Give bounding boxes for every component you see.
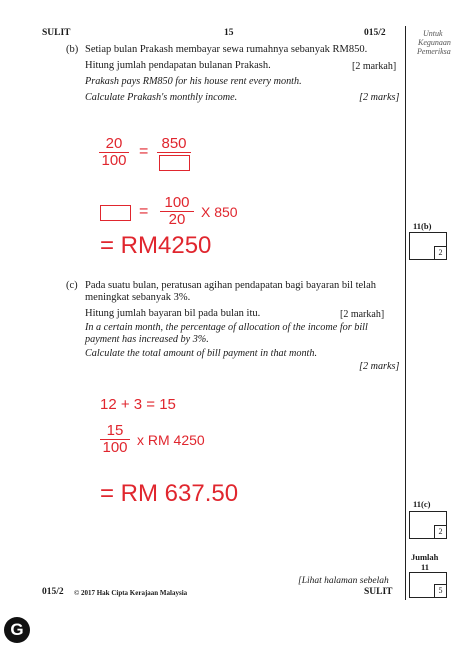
answer-b-frac3-numerator: 100 (164, 194, 190, 211)
answer-c-times: x RM 4250 (137, 432, 205, 448)
score-label-b: 11(b) (413, 221, 432, 231)
question-b-label: (b) (66, 44, 79, 55)
footer-code: 015/2 (42, 587, 64, 597)
question-b-malay-marks: [2 markah] (352, 61, 397, 72)
score-max-c: 2 (434, 525, 446, 538)
question-c-label: (c) (66, 280, 78, 291)
page-number: 15 (224, 28, 234, 38)
answer-c-line1: 12 + 3 = 15 (100, 396, 176, 413)
answer-c-frac-numerator: 15 (106, 422, 124, 439)
question-c-english-line1: In a certain month, the percentage of allocation of the income for bill (85, 322, 368, 333)
question-c-malay-line3: Hitung jumlah bayaran bil pada bulan itu. (85, 308, 261, 319)
question-b-english-line1: Prakash pays RM850 for his house rent every month. (85, 76, 302, 87)
answer-c-fraction (100, 423, 130, 456)
answer-b-frac3-denominator: 20 (168, 211, 186, 228)
answer-b-frac1-numerator: 20 (105, 135, 123, 152)
answer-b-frac2-numerator: 850 (161, 135, 187, 152)
score-label-c: 11(c) (413, 499, 431, 509)
answer-b-fraction-3 (160, 195, 194, 228)
total-question-number: 11 (421, 562, 430, 572)
score-box-b (409, 232, 447, 260)
logo-letter: G (10, 620, 24, 639)
answer-b-result: = RM4250 (100, 232, 212, 259)
answer-b-equals-2: = (139, 203, 149, 220)
footer-copyright: © 2017 Hak Cipta Kerajaan Malaysia (74, 589, 188, 597)
footer-next-page: [Lihat halaman sebelah (298, 576, 389, 586)
footer-sulit: SULIT (364, 587, 393, 597)
answer-b-equals-1: = (139, 143, 149, 160)
question-c-english-marks: [2 marks] (359, 361, 400, 372)
score-box-c (409, 511, 447, 539)
question-c-malay-line2: meningkat sebanyak 3%. (85, 292, 191, 303)
answer-b-fraction-1 (99, 136, 129, 169)
total-label: Jumlah (411, 552, 439, 562)
question-c-malay-line1: Pada suatu bulan, peratusan agihan pendapatan bagi bayaran bil telah (85, 280, 376, 291)
score-box-total (409, 572, 447, 598)
score-max-b: 2 (434, 246, 446, 259)
question-b-english-line2: Calculate Prakash's monthly income. (85, 92, 238, 103)
question-b-malay-line1: Setiap bulan Prakash membayar sewa rumahnya sebanyak RM850. (85, 44, 368, 55)
margin-line (405, 26, 406, 600)
paper-code: 015/2 (364, 28, 386, 38)
answer-b-blank-box-1 (159, 155, 190, 171)
answer-c-frac-denominator: 100 (102, 439, 128, 456)
header-sulit: SULIT (42, 28, 71, 38)
question-c-malay-marks: [2 markah] (340, 309, 385, 320)
margin-note-line1: Untuk (423, 29, 443, 38)
question-b-malay-line2: Hitung jumlah pendapatan bulanan Prakash. (85, 60, 271, 71)
answer-b-frac1-denominator: 100 (101, 152, 127, 169)
question-c-english-line2: payment has increased by 3%. (85, 334, 209, 345)
margin-note-line2: Kegunaan (418, 38, 451, 47)
total-max: 5 (434, 584, 446, 597)
question-b-english-marks: [2 marks] (359, 92, 400, 103)
answer-b-fraction-2 (157, 136, 191, 153)
answer-b-blank-box-2 (100, 205, 131, 221)
question-c-english-line3: Calculate the total amount of bill payment in that month. (85, 348, 318, 359)
watermark-logo (4, 617, 30, 643)
answer-c-result: = RM 637.50 (100, 480, 239, 507)
answer-b-frac2-bar (157, 152, 191, 153)
margin-note-line3: Pemeriksa (417, 47, 451, 56)
answer-b-times: X 850 (201, 204, 238, 220)
